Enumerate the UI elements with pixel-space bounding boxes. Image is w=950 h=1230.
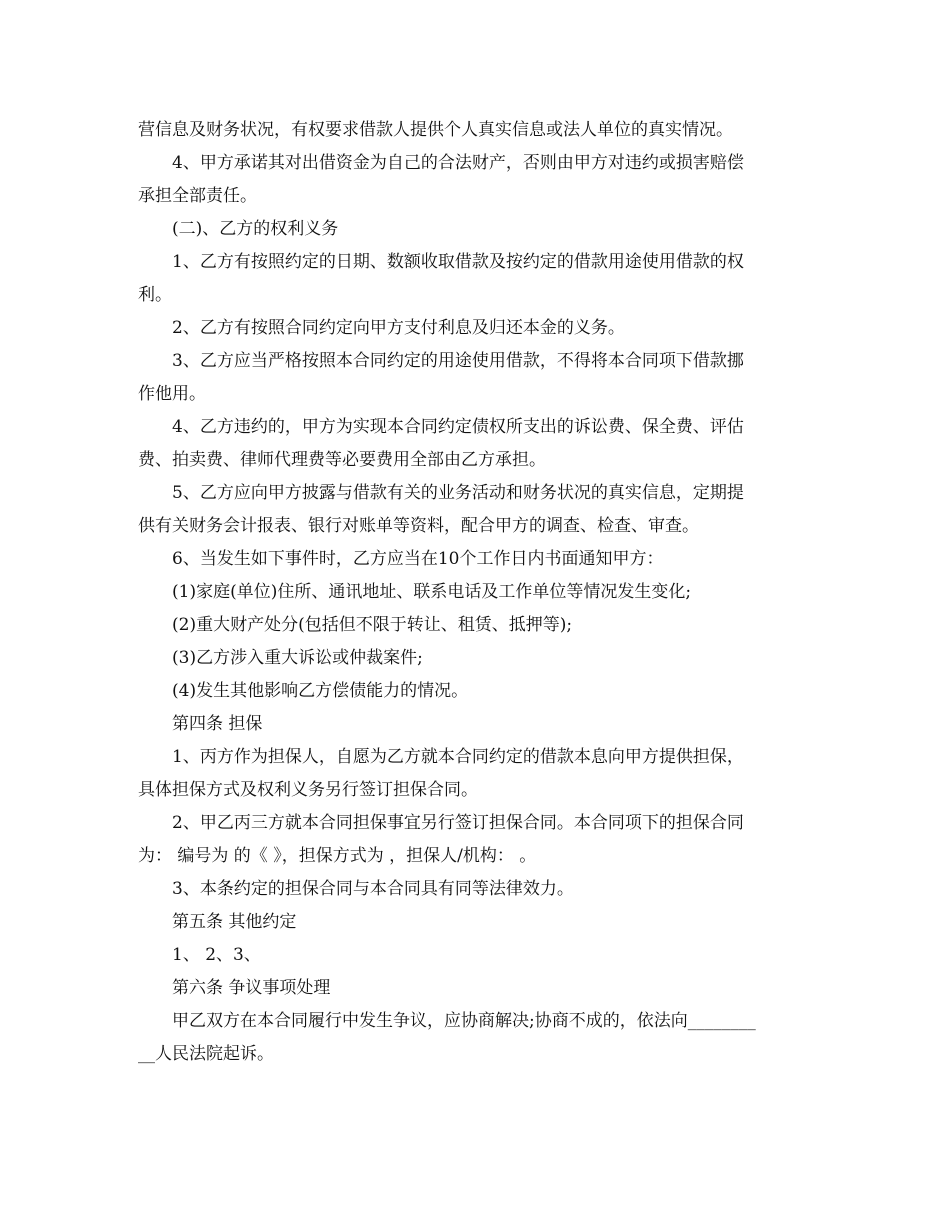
text-line: 1、乙方有按照约定的日期、数额收取借款及按约定的借款用途使用借款的权 [172, 252, 744, 272]
text-line: (1)家庭(单位)住所、通讯地址、联系电话及工作单位等情况发生变化; [172, 582, 692, 602]
text-line: 承担全部责任。 [138, 186, 257, 206]
text-line: 3、本条约定的担保合同与本合同具有同等法律效力。 [172, 879, 574, 899]
text-line: 6、当发生如下事件时，乙方应当在10个工作日内书面通知甲方： [172, 549, 664, 569]
document-body [138, 114, 814, 1071]
text-line: 2、乙方有按照合同约定向甲方支付利息及归还本金的义务。 [172, 318, 625, 338]
text-line: 营信息及财务状况，有权要求借款人提供个人真实信息或法人单位的真实情况。 [138, 120, 733, 140]
text-line: __人民法院起诉。 [138, 1044, 274, 1064]
text-line: 3、乙方应当严格按照本合同约定的用途使用借款，不得将本合同项下借款挪 [172, 351, 744, 371]
text-line: 第六条 争议事项处理 [172, 978, 331, 998]
text-line: 4、乙方违约的，甲方为实现本合同约定债权所支出的诉讼费、保全费、评估 [172, 417, 744, 437]
text-line: 具体担保方式及权利义务另行签订担保合同。 [138, 780, 478, 800]
text-line: 1、丙方作为担保人，自愿为乙方就本合同约定的借款本息向甲方提供担保， [172, 747, 744, 767]
text-line: 1、 2、3、 [172, 945, 261, 965]
text-line: 作他用。 [138, 384, 206, 404]
text-line: 甲乙双方在本合同履行中发生争议，应协商解决;协商不成的，依法向________ [172, 1011, 756, 1031]
text-line: 4、甲方承诺其对出借资金为自己的合法财产，否则由甲方对违约或损害赔偿 [172, 153, 744, 173]
text-line: 供有关财务会计报表、银行对账单等资料，配合甲方的调查、检查、审查。 [138, 516, 699, 536]
text-line: (4)发生其他影响乙方偿债能力的情况。 [172, 681, 469, 701]
text-line: 费、拍卖费、律师代理费等必要费用全部由乙方承担。 [138, 450, 546, 470]
text-line: 2、甲乙丙三方就本合同担保事宜另行签订担保合同。本合同项下的担保合同 [172, 813, 744, 833]
text-line: 第四条 担保 [172, 714, 263, 734]
text-line: 利。 [138, 285, 172, 305]
text-line: (2)重大财产处分(包括但不限于转让、租赁、抵押等); [172, 615, 573, 635]
text-line: 5、乙方应向甲方披露与借款有关的业务活动和财务状况的真实信息，定期提 [172, 483, 744, 503]
text-line: 第五条 其他约定 [172, 912, 297, 932]
text-line: (二)、乙方的权利义务 [172, 219, 339, 239]
text-line: (3)乙方涉入重大诉讼或仲裁案件; [172, 648, 423, 668]
text-line: 为： 编号为 的《 》，担保方式为 ，担保人/机构： 。 [138, 846, 537, 866]
